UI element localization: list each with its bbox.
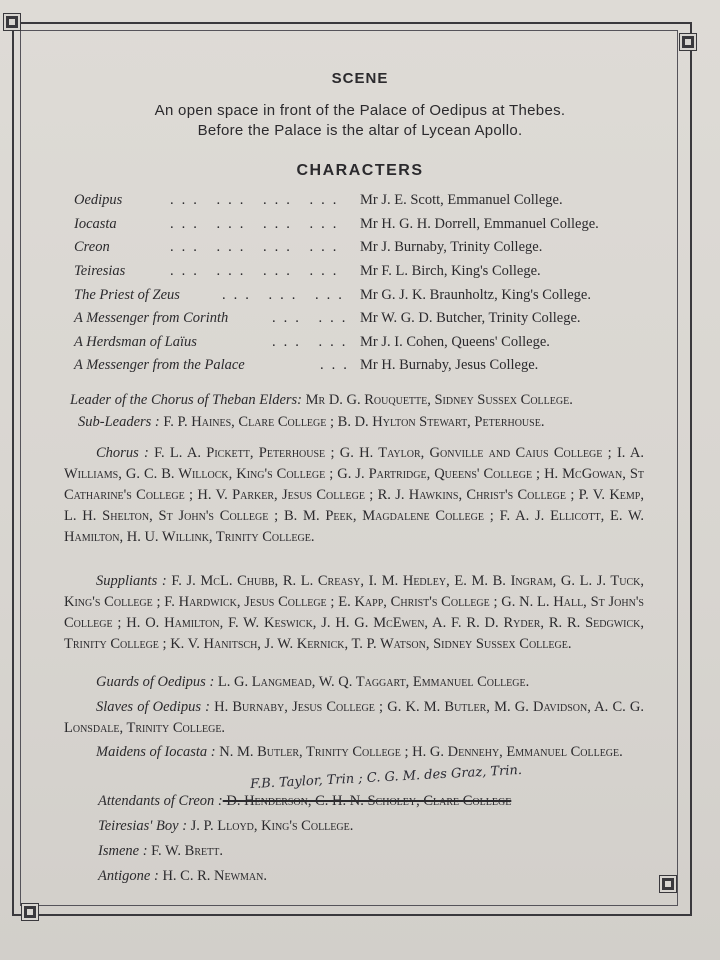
subleaders-text: F. P. Haines, Clare College ; B. D. Hylton Stewart, Peterhouse. [159,414,545,430]
cast-actor: Mr G. J. K. Braunholtz, King's College. [360,287,591,303]
maidens-paragraph [64,742,644,763]
boy-line [98,816,648,837]
cast-row [0,334,720,356]
cast-role: Iocasta [74,216,117,232]
leader-line [70,390,650,411]
slaves-paragraph [64,697,644,739]
leader-dots: ... ... [272,334,354,350]
chorus-label: Chorus : [96,445,149,461]
leader-label: Leader of the Chorus of Theban Elders: [70,392,302,408]
leader-text: Mr D. G. Rouquette, Sidney Sussex College. [302,392,573,408]
suppliants-text: F. J. McL. Chubb, R. L. Creasy, I. M. Hedley, E. M. B. Ingram, G. L. J. Tuck, King's College ; F. Hardwick, Jesus College ; E. Kapp, Christ's College ; G. N. L. Hall, St John's College ; H. O. Hamilton, F. W. Keswick, J. H. G. McEwen, A. F. R. D. Ryder, R. R. Sedgwick, Trinity College ; K. V. Hanitsch, J. W. Kernick, T. P. Watson, Sidney Sussex College. [64,573,644,652]
cast-actor: Mr F. L. Birch, King's College. [360,263,541,279]
antigone-text: H. C. R. Newman. [158,868,267,884]
cast-row [0,216,720,238]
cast-row [0,310,720,332]
cast-role: A Messenger from the Palace [74,357,245,373]
corner-ornament-icon [4,14,20,30]
leader-dots: ... ... ... [222,287,350,303]
guards-text: L. G. Langmead, W. Q. Taggart, Emmanuel College. [214,674,530,690]
corner-ornament-icon [680,34,696,50]
chorus-text: F. L. A. Pickett, Peterhouse ; G. H. Taylor, Gonville and Caius College ; I. A. Williams, G. C. B. Willock, King's College ; G. J. Partridge, Queens' College ; H. McGowan, St Catharine's College ; H. V. Parker, Jesus College ; R. J. Hawkins, Christ's College ; P. V. Kemp, L. H. Shelton, St John's College ; B. M. Peek, Magdalene College ; F. A. J. Ellicott, E. W. Hamilton, H. U. Willink, Trinity College. [64,445,644,545]
leader-dots: ... ... ... ... [170,192,345,208]
antigone-label: Antigone : [98,868,159,884]
cast-actor: Mr H. Burnaby, Jesus College. [360,357,539,373]
leader-dots: ... ... ... ... [170,216,345,232]
scene-line-2: Before the Palace is the altar of Lycean Apollo. [197,122,523,139]
cast-role: Creon [74,239,110,255]
slaves-text: H. Burnaby, Jesus College ; G. K. M. Butler, M. G. Davidson, A. C. G. Lonsdale, Trinity College. [64,699,644,736]
boy-label: Teiresias' Boy : [98,818,188,834]
suppliants-label: Suppliants : [96,573,167,589]
subleaders-line [78,412,658,433]
leader-dots: ... ... ... ... [170,239,345,255]
maidens-label: Maidens of Iocasta : [96,744,216,760]
characters-heading: CHARACTERS [296,162,424,179]
boy-text: J. P. Lloyd, King's College. [187,818,354,834]
cast-row [0,287,720,309]
slaves-label: Slaves of Oedipus : [96,699,210,715]
chorus-paragraph [64,443,644,548]
attendants-line [98,791,648,812]
cast-role: A Herdsman of Laïus [74,334,197,350]
cast-role: Teiresias [74,263,126,279]
cast-row [0,192,720,214]
suppliants-paragraph [64,571,644,655]
corner-ornament-icon [660,876,676,892]
cast-role: Oedipus [74,192,123,208]
attendants-struck-text: D. Henderson, C. H. N. Scholey, Clare College [222,793,512,809]
cast-actor: Mr J. Burnaby, Trinity College. [360,239,543,255]
cast-row [0,357,720,379]
cast-actor: Mr J. E. Scott, Emmanuel College. [360,192,563,208]
cast-row [0,263,720,285]
leader-dots: ... ... ... ... [170,263,345,279]
antigone-line [98,866,648,887]
cast-role: A Messenger from Corinth [74,310,229,326]
guards-label: Guards of Oedipus : [96,674,215,690]
scene-line-1: An open space in front of the Palace of Oedipus at Thebes. [154,102,566,119]
leader-dots: ... [320,357,355,373]
cast-row [0,239,720,261]
handwritten-correction: F.B. Taylor, Trin ; C. G. M. des Graz, Trin. [249,762,523,793]
cast-actor: Mr J. I. Cohen, Queens' College. [360,334,550,350]
ismene-line [98,841,648,862]
cast-actor: Mr H. G. H. Dorrell, Emmanuel College. [360,216,599,232]
leader-dots: ... ... [272,310,354,326]
ismene-text: F. W. Brett. [147,843,223,859]
maidens-text: N. M. Butler, Trinity College ; H. G. Dennehy, Emmanuel College. [215,744,623,760]
guards-line [96,672,646,693]
ismene-label: Ismene : [98,843,148,859]
subleaders-label: Sub-Leaders : [78,414,160,430]
cast-actor: Mr W. G. D. Butcher, Trinity College. [360,310,581,326]
corner-ornament-icon [22,904,38,920]
scene-heading: SCENE [331,70,389,87]
cast-role: The Priest of Zeus [74,287,180,303]
attendants-label: Attendants of Creon : [98,793,223,809]
